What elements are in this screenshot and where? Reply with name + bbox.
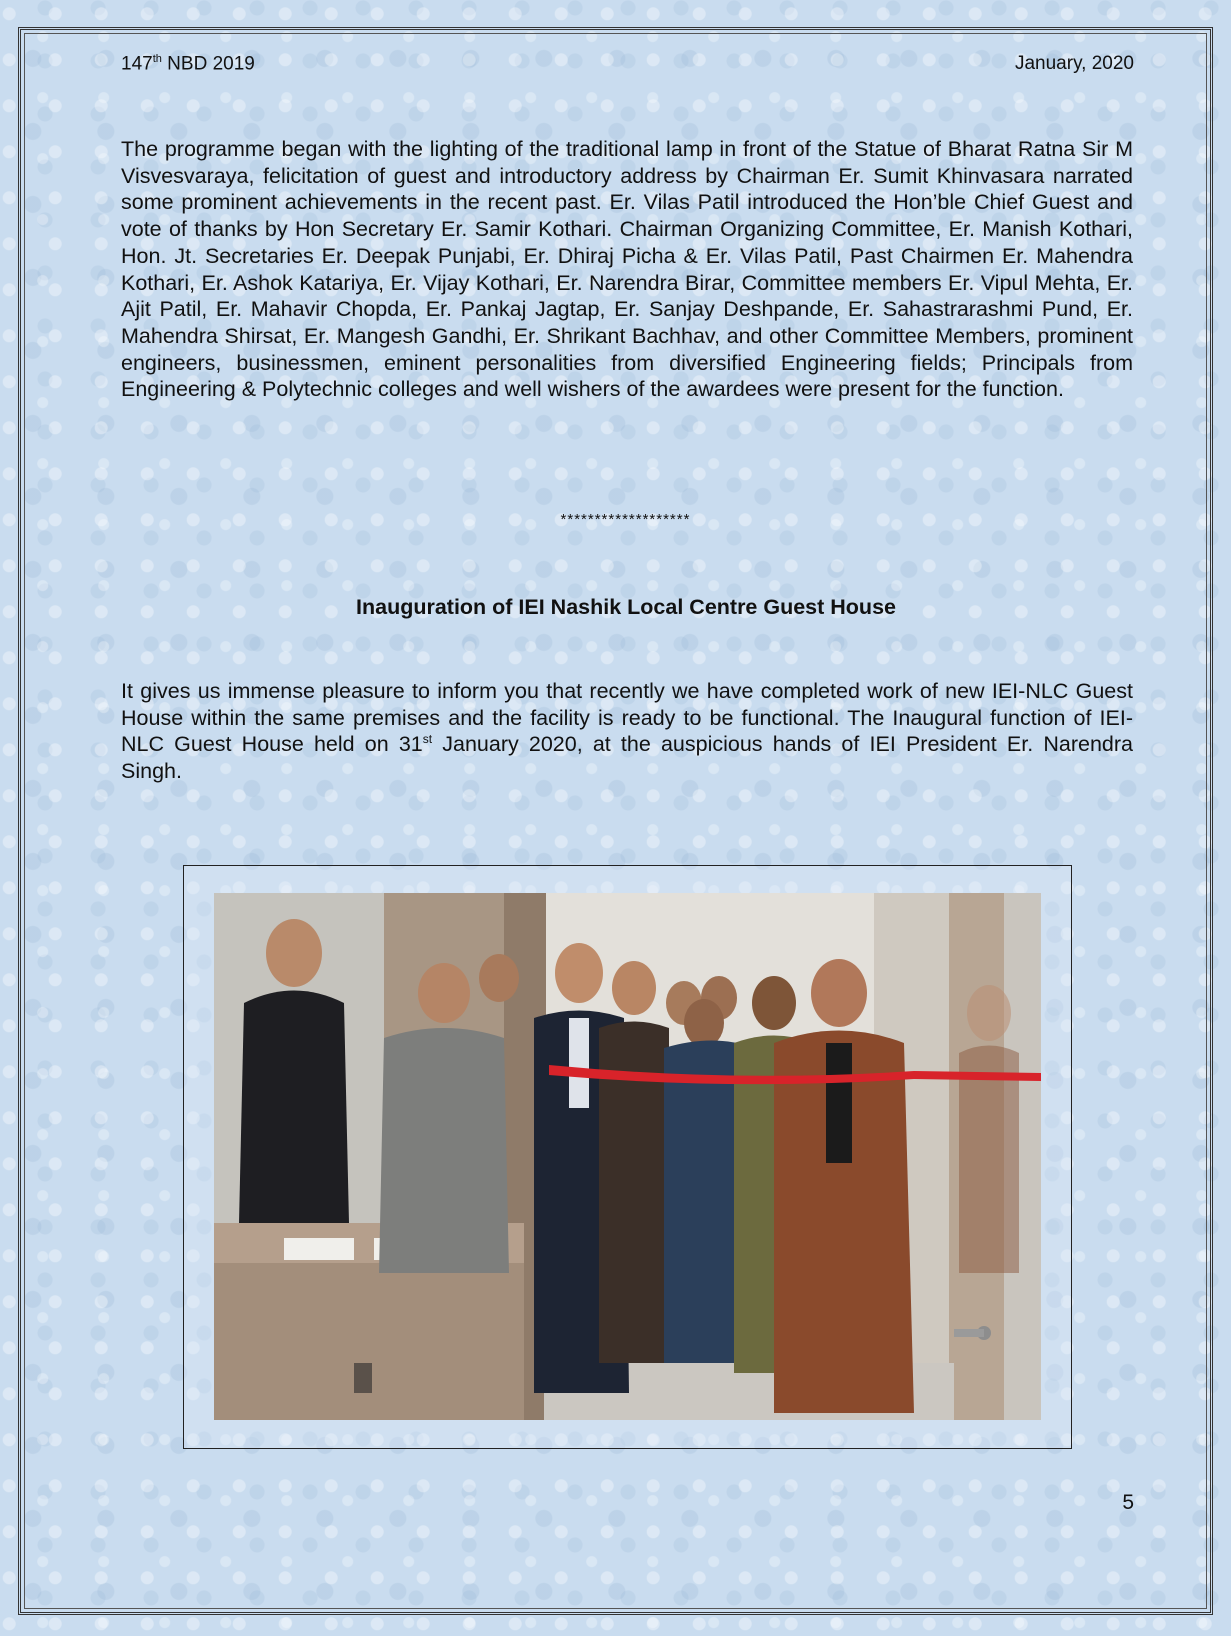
header-issue: 147th NBD 2019 — [121, 53, 255, 75]
guest-house-paragraph: It gives us immense pleasure to inform you that recently we have completed work of new IEI-NLC Guest House within the same premises and the facility is ready to be functional. The Inaugural function of IEI-NLC Guest House held on 31st January 2020, at the auspicious hands of IEI President Er. Narendra Singh. — [121, 679, 1133, 784]
inauguration-photo — [214, 893, 1041, 1420]
section-heading: Inauguration of IEI Nashik Local Centre Guest House — [356, 595, 896, 619]
page-number: 5 — [1122, 1491, 1134, 1514]
programme-paragraph: The programme began with the lighting of the traditional lamp in front of the Statue of Bharat Ratna Sir M Visvesvaraya, felicitation of guest and introductory address by Chairman Er. Sumit Khinvasara narrated some prominent achievements in the recent past. Er. Vilas Patil introduced the Hon’ble Chief Guest and vote of thanks by Hon Secretary Er. Samir Kothari. Chairman Organizing Committee, Er. Manish Kothari, Hon. Jt. Secretaries Er. Deepak Punjabi, Er. Dhiraj Picha & Er. Vilas Patil, Past Chairmen Er. Mahendra Kothari, Er. Ashok Katariya, Er. Vijay Kothari, Er. Narendra Birar, Committee members Er. Vipul Mehta, Er. Ajit Patil, Er. Mahavir Chopda, Er. Pankaj Jagtap, Er. Sanjay Deshpande, Er. Sahastrarashmi Pund, Er. Mahendra Shirsat, Er. Mangesh Gandhi, Er. Shrikant Bachhav, and other Committee Members, prominent engineers, businessmen, eminent personalities from diversified Engineering fields; Principals from Engineering & Polytechnic colleges and well wishers of the awardees were present for the function. — [121, 137, 1133, 402]
section-separator: ******************* — [560, 511, 691, 528]
header-date: January, 2020 — [1014, 53, 1134, 74]
